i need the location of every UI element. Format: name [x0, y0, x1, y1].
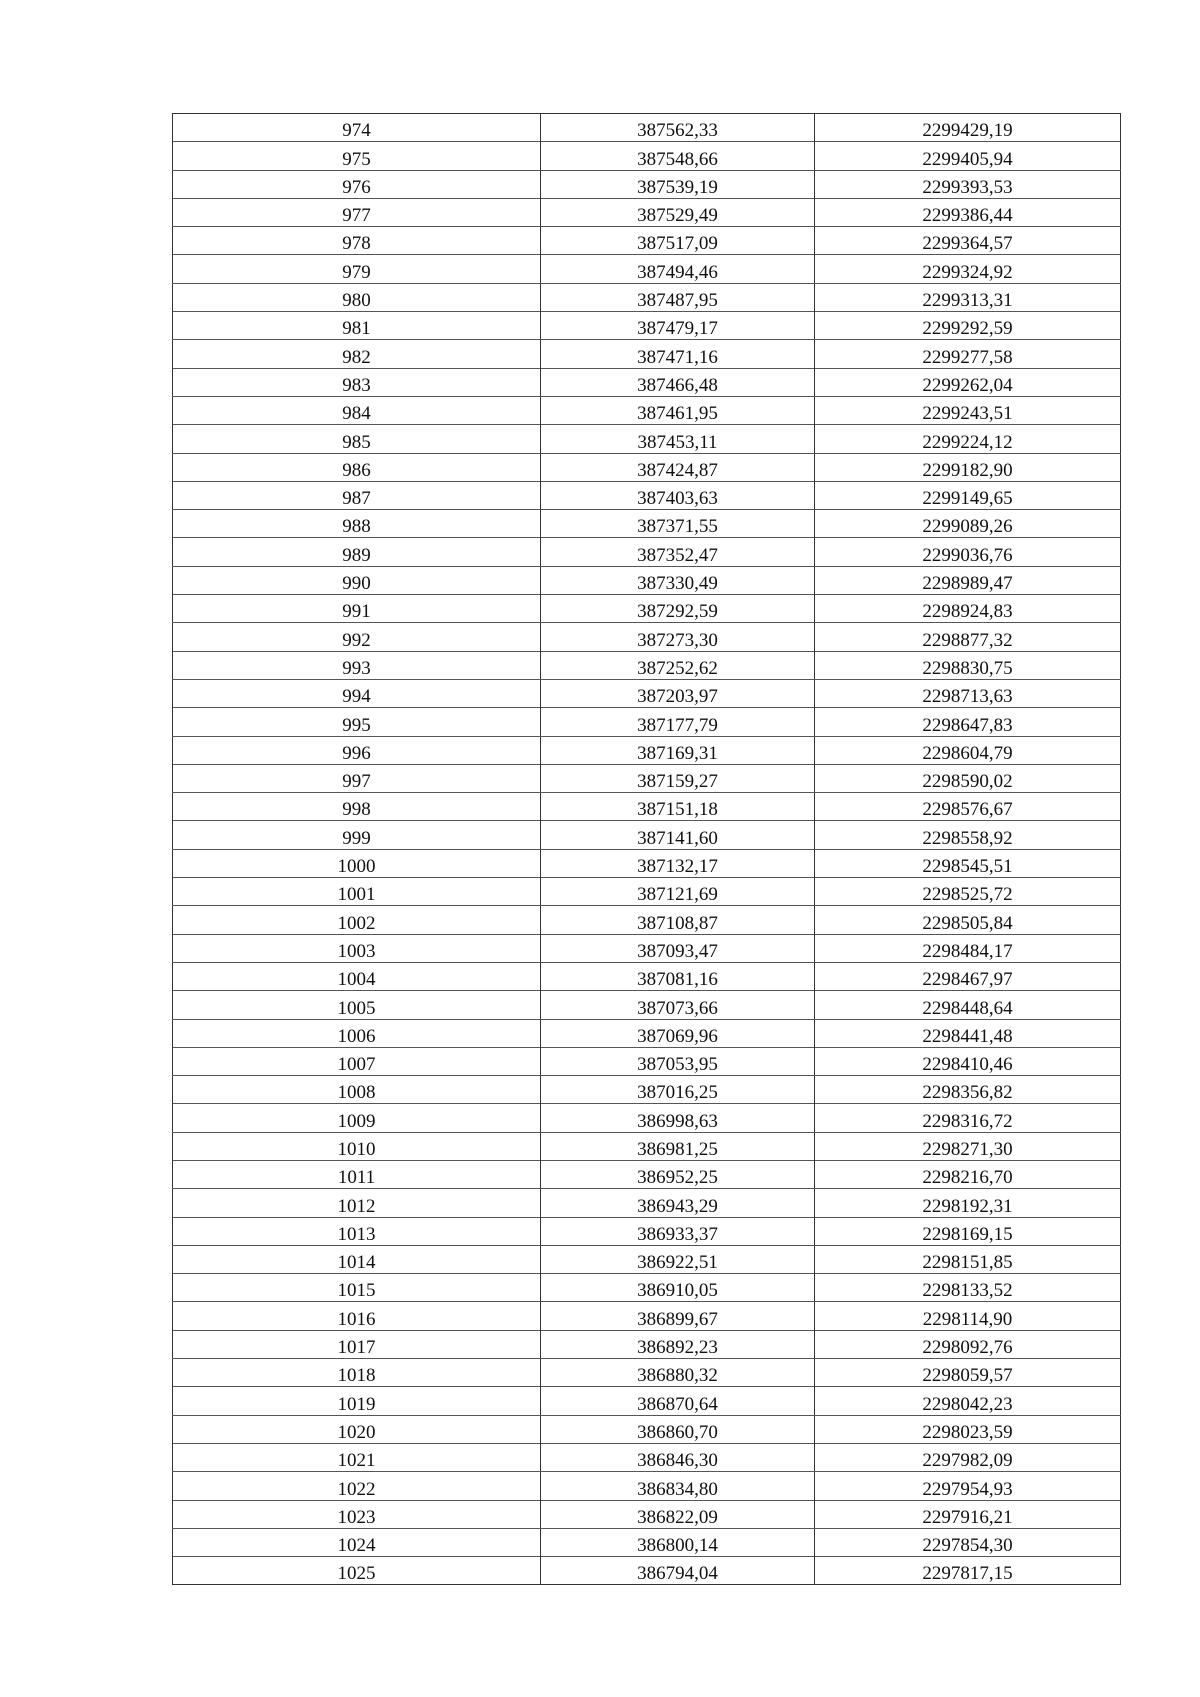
y-coordinate-cell: 2297982,09: [815, 1443, 1121, 1471]
coordinates-table-body: [173, 114, 1121, 1585]
x-coordinate-cell: 386952,25: [541, 1160, 815, 1188]
point-number-cell: 1018: [173, 1359, 541, 1387]
table-row: [173, 1302, 1121, 1330]
table-row: [173, 1415, 1121, 1443]
x-coordinate-cell: 386800,14: [541, 1528, 815, 1556]
y-coordinate-cell: 2298114,90: [815, 1302, 1121, 1330]
y-coordinate-cell: 2298042,23: [815, 1387, 1121, 1415]
y-coordinate-cell: 2298169,15: [815, 1217, 1121, 1245]
table-row: [173, 425, 1121, 453]
table-row: [173, 651, 1121, 679]
point-number-cell: 1010: [173, 1132, 541, 1160]
point-number-cell: 988: [173, 510, 541, 538]
x-coordinate-cell: 387069,96: [541, 1019, 815, 1047]
y-coordinate-cell: 2298484,17: [815, 934, 1121, 962]
x-coordinate-cell: 387471,16: [541, 340, 815, 368]
x-coordinate-cell: 387073,66: [541, 991, 815, 1019]
y-coordinate-cell: 2298271,30: [815, 1132, 1121, 1160]
x-coordinate-cell: 387252,62: [541, 651, 815, 679]
y-coordinate-cell: 2298192,31: [815, 1189, 1121, 1217]
y-coordinate-cell: 2298356,82: [815, 1076, 1121, 1104]
table-row: [173, 708, 1121, 736]
x-coordinate-cell: 386846,30: [541, 1443, 815, 1471]
x-coordinate-cell: 387121,69: [541, 878, 815, 906]
point-number-cell: 1020: [173, 1415, 541, 1443]
x-coordinate-cell: 387466,48: [541, 368, 815, 396]
table-row: [173, 368, 1121, 396]
table-row: [173, 1104, 1121, 1132]
table-row: [173, 1443, 1121, 1471]
y-coordinate-cell: 2298216,70: [815, 1160, 1121, 1188]
y-coordinate-cell: 2298023,59: [815, 1415, 1121, 1443]
x-coordinate-cell: 387548,66: [541, 142, 815, 170]
table-row: [173, 764, 1121, 792]
y-coordinate-cell: 2298316,72: [815, 1104, 1121, 1132]
point-number-cell: 1001: [173, 878, 541, 906]
x-coordinate-cell: 387093,47: [541, 934, 815, 962]
point-number-cell: 1000: [173, 849, 541, 877]
point-number-cell: 1007: [173, 1047, 541, 1075]
point-number-cell: 1014: [173, 1245, 541, 1273]
x-coordinate-cell: 387461,95: [541, 396, 815, 424]
table-row: [173, 793, 1121, 821]
point-number-cell: 992: [173, 623, 541, 651]
point-number-cell: 998: [173, 793, 541, 821]
y-coordinate-cell: 2298576,67: [815, 793, 1121, 821]
table-row: [173, 1359, 1121, 1387]
point-number-cell: 976: [173, 170, 541, 198]
y-coordinate-cell: 2298505,84: [815, 906, 1121, 934]
x-coordinate-cell: 387132,17: [541, 849, 815, 877]
point-number-cell: 981: [173, 312, 541, 340]
y-coordinate-cell: 2298467,97: [815, 962, 1121, 990]
table-row: [173, 566, 1121, 594]
y-coordinate-cell: 2298877,32: [815, 623, 1121, 651]
table-row: [173, 1528, 1121, 1556]
table-row: [173, 283, 1121, 311]
x-coordinate-cell: 387330,49: [541, 566, 815, 594]
table-row: [173, 198, 1121, 226]
y-coordinate-cell: 2298441,48: [815, 1019, 1121, 1047]
table-row: [173, 396, 1121, 424]
table-row: [173, 255, 1121, 283]
y-coordinate-cell: 2298092,76: [815, 1330, 1121, 1358]
y-coordinate-cell: 2297817,15: [815, 1557, 1121, 1585]
point-number-cell: 987: [173, 481, 541, 509]
table-row: [173, 1132, 1121, 1160]
x-coordinate-cell: 386922,51: [541, 1245, 815, 1273]
point-number-cell: 1011: [173, 1160, 541, 1188]
x-coordinate-cell: 386834,80: [541, 1472, 815, 1500]
y-coordinate-cell: 2299405,94: [815, 142, 1121, 170]
y-coordinate-cell: 2299243,51: [815, 396, 1121, 424]
point-number-cell: 1005: [173, 991, 541, 1019]
point-number-cell: 1024: [173, 1528, 541, 1556]
x-coordinate-cell: 387169,31: [541, 736, 815, 764]
y-coordinate-cell: 2298830,75: [815, 651, 1121, 679]
point-number-cell: 991: [173, 595, 541, 623]
y-coordinate-cell: 2298989,47: [815, 566, 1121, 594]
coordinates-table: [172, 113, 1121, 1585]
x-coordinate-cell: 387562,33: [541, 114, 815, 142]
table-row: [173, 510, 1121, 538]
y-coordinate-cell: 2299089,26: [815, 510, 1121, 538]
point-number-cell: 980: [173, 283, 541, 311]
y-coordinate-cell: 2298713,63: [815, 679, 1121, 707]
y-coordinate-cell: 2298410,46: [815, 1047, 1121, 1075]
table-row: [173, 934, 1121, 962]
x-coordinate-cell: 387453,11: [541, 425, 815, 453]
x-coordinate-cell: 387273,30: [541, 623, 815, 651]
x-coordinate-cell: 387424,87: [541, 453, 815, 481]
point-number-cell: 990: [173, 566, 541, 594]
y-coordinate-cell: 2298059,57: [815, 1359, 1121, 1387]
table-row: [173, 1500, 1121, 1528]
x-coordinate-cell: 387371,55: [541, 510, 815, 538]
table-row: [173, 340, 1121, 368]
y-coordinate-cell: 2298525,72: [815, 878, 1121, 906]
x-coordinate-cell: 387487,95: [541, 283, 815, 311]
point-number-cell: 995: [173, 708, 541, 736]
table-row: [173, 962, 1121, 990]
x-coordinate-cell: 387403,63: [541, 481, 815, 509]
x-coordinate-cell: 387159,27: [541, 764, 815, 792]
x-coordinate-cell: 386998,63: [541, 1104, 815, 1132]
point-number-cell: 1003: [173, 934, 541, 962]
point-number-cell: 1017: [173, 1330, 541, 1358]
y-coordinate-cell: 2299224,12: [815, 425, 1121, 453]
point-number-cell: 982: [173, 340, 541, 368]
table-row: [173, 821, 1121, 849]
point-number-cell: 999: [173, 821, 541, 849]
x-coordinate-cell: 386892,23: [541, 1330, 815, 1358]
y-coordinate-cell: 2299292,59: [815, 312, 1121, 340]
y-coordinate-cell: 2298545,51: [815, 849, 1121, 877]
table-row: [173, 170, 1121, 198]
point-number-cell: 1025: [173, 1557, 541, 1585]
x-coordinate-cell: 386899,67: [541, 1302, 815, 1330]
table-row: [173, 736, 1121, 764]
point-number-cell: 996: [173, 736, 541, 764]
table-row: [173, 1245, 1121, 1273]
y-coordinate-cell: 2298924,83: [815, 595, 1121, 623]
y-coordinate-cell: 2299386,44: [815, 198, 1121, 226]
point-number-cell: 1022: [173, 1472, 541, 1500]
x-coordinate-cell: 386794,04: [541, 1557, 815, 1585]
x-coordinate-cell: 386880,32: [541, 1359, 815, 1387]
point-number-cell: 997: [173, 764, 541, 792]
table-row: [173, 1047, 1121, 1075]
x-coordinate-cell: 387016,25: [541, 1076, 815, 1104]
x-coordinate-cell: 387108,87: [541, 906, 815, 934]
y-coordinate-cell: 2297954,93: [815, 1472, 1121, 1500]
table-row: [173, 1019, 1121, 1047]
y-coordinate-cell: 2297916,21: [815, 1500, 1121, 1528]
table-row: [173, 481, 1121, 509]
x-coordinate-cell: 387479,17: [541, 312, 815, 340]
y-coordinate-cell: 2298448,64: [815, 991, 1121, 1019]
table-row: [173, 1472, 1121, 1500]
point-number-cell: 986: [173, 453, 541, 481]
x-coordinate-cell: 386910,05: [541, 1274, 815, 1302]
point-number-cell: 994: [173, 679, 541, 707]
point-number-cell: 1019: [173, 1387, 541, 1415]
point-number-cell: 1008: [173, 1076, 541, 1104]
x-coordinate-cell: 387529,49: [541, 198, 815, 226]
x-coordinate-cell: 387352,47: [541, 538, 815, 566]
x-coordinate-cell: 387539,19: [541, 170, 815, 198]
x-coordinate-cell: 386933,37: [541, 1217, 815, 1245]
x-coordinate-cell: 387141,60: [541, 821, 815, 849]
x-coordinate-cell: 386822,09: [541, 1500, 815, 1528]
y-coordinate-cell: 2298151,85: [815, 1245, 1121, 1273]
point-number-cell: 1004: [173, 962, 541, 990]
y-coordinate-cell: 2299364,57: [815, 227, 1121, 255]
table-row: [173, 1330, 1121, 1358]
table-row: [173, 1217, 1121, 1245]
point-number-cell: 983: [173, 368, 541, 396]
y-coordinate-cell: 2298604,79: [815, 736, 1121, 764]
point-number-cell: 1012: [173, 1189, 541, 1217]
point-number-cell: 993: [173, 651, 541, 679]
table-row: [173, 595, 1121, 623]
x-coordinate-cell: 387053,95: [541, 1047, 815, 1075]
table-row: [173, 878, 1121, 906]
table-row: [173, 538, 1121, 566]
x-coordinate-cell: 387151,18: [541, 793, 815, 821]
table-row: [173, 1387, 1121, 1415]
table-row: [173, 1274, 1121, 1302]
table-row: [173, 679, 1121, 707]
y-coordinate-cell: 2299393,53: [815, 170, 1121, 198]
y-coordinate-cell: 2298558,92: [815, 821, 1121, 849]
y-coordinate-cell: 2299324,92: [815, 255, 1121, 283]
x-coordinate-cell: 387177,79: [541, 708, 815, 736]
table-row: [173, 312, 1121, 340]
x-coordinate-cell: 387203,97: [541, 679, 815, 707]
y-coordinate-cell: 2298647,83: [815, 708, 1121, 736]
point-number-cell: 1002: [173, 906, 541, 934]
y-coordinate-cell: 2299182,90: [815, 453, 1121, 481]
point-number-cell: 1023: [173, 1500, 541, 1528]
x-coordinate-cell: 387494,46: [541, 255, 815, 283]
table-row: [173, 227, 1121, 255]
point-number-cell: 975: [173, 142, 541, 170]
table-row: [173, 1189, 1121, 1217]
point-number-cell: 1009: [173, 1104, 541, 1132]
point-number-cell: 985: [173, 425, 541, 453]
table-row: [173, 991, 1121, 1019]
table-row: [173, 849, 1121, 877]
y-coordinate-cell: 2299036,76: [815, 538, 1121, 566]
point-number-cell: 1016: [173, 1302, 541, 1330]
point-number-cell: 974: [173, 114, 541, 142]
x-coordinate-cell: 387292,59: [541, 595, 815, 623]
table-row: [173, 114, 1121, 142]
point-number-cell: 977: [173, 198, 541, 226]
y-coordinate-cell: 2299277,58: [815, 340, 1121, 368]
y-coordinate-cell: 2299149,65: [815, 481, 1121, 509]
point-number-cell: 989: [173, 538, 541, 566]
x-coordinate-cell: 386981,25: [541, 1132, 815, 1160]
y-coordinate-cell: 2298590,02: [815, 764, 1121, 792]
table-row: [173, 1076, 1121, 1104]
x-coordinate-cell: 386860,70: [541, 1415, 815, 1443]
y-coordinate-cell: 2299429,19: [815, 114, 1121, 142]
y-coordinate-cell: 2299313,31: [815, 283, 1121, 311]
point-number-cell: 1013: [173, 1217, 541, 1245]
table-row: [173, 1557, 1121, 1585]
point-number-cell: 1021: [173, 1443, 541, 1471]
x-coordinate-cell: 387081,16: [541, 962, 815, 990]
x-coordinate-cell: 386870,64: [541, 1387, 815, 1415]
point-number-cell: 979: [173, 255, 541, 283]
point-number-cell: 978: [173, 227, 541, 255]
y-coordinate-cell: 2297854,30: [815, 1528, 1121, 1556]
table-row: [173, 623, 1121, 651]
table-row: [173, 142, 1121, 170]
x-coordinate-cell: 387517,09: [541, 227, 815, 255]
point-number-cell: 1006: [173, 1019, 541, 1047]
table-row: [173, 906, 1121, 934]
table-row: [173, 453, 1121, 481]
table-row: [173, 1160, 1121, 1188]
y-coordinate-cell: 2299262,04: [815, 368, 1121, 396]
y-coordinate-cell: 2298133,52: [815, 1274, 1121, 1302]
x-coordinate-cell: 386943,29: [541, 1189, 815, 1217]
point-number-cell: 984: [173, 396, 541, 424]
point-number-cell: 1015: [173, 1274, 541, 1302]
